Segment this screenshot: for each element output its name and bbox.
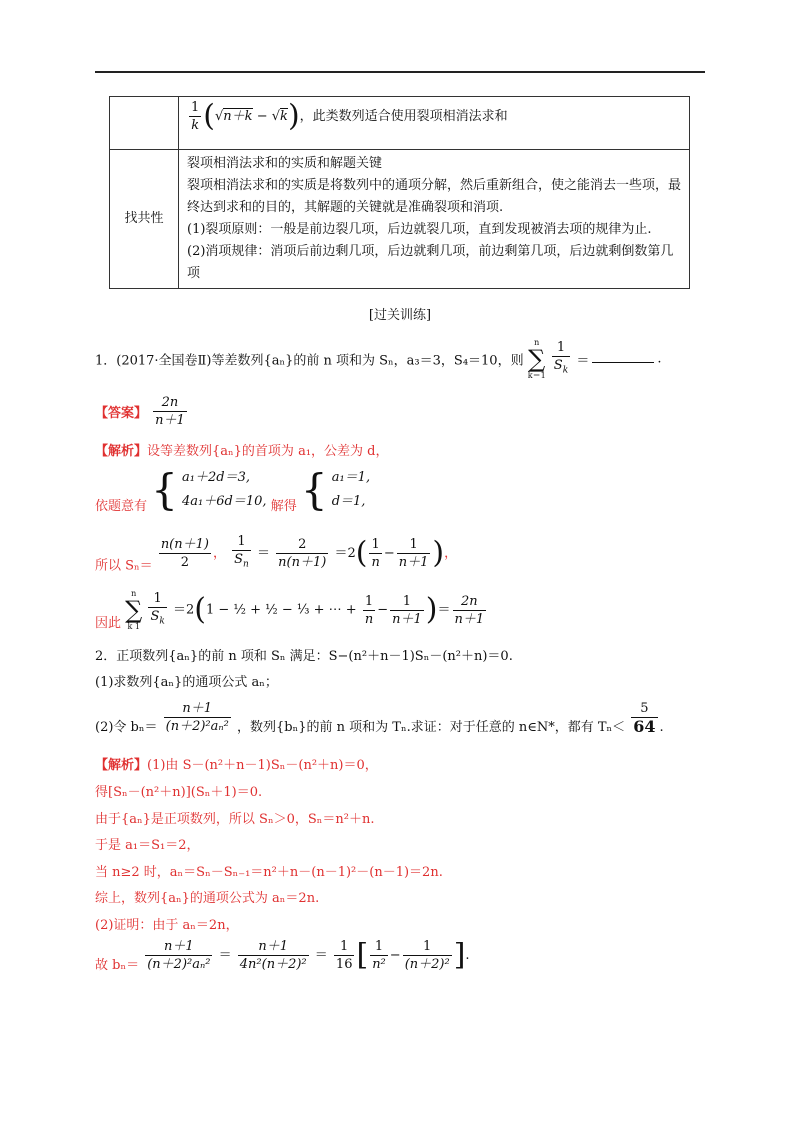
minus: − [377,602,389,618]
label-yiti: 依题意有 [95,499,148,514]
sub: n [243,559,249,570]
den: S [553,357,563,373]
solution-2-line5: 当 n≥2 时，aₙ＝Sₙ－Sₙ₋₁＝n²＋n－(n－1)²－(n－1)＝2n. [95,865,443,880]
num: 1 [397,536,431,554]
num: 1 [370,938,388,956]
num: 2n [153,394,187,412]
sum-bottom: k 1 [127,622,140,631]
equals: ＝ [437,602,451,618]
left-brace: { [300,465,328,514]
fraction-sn [159,536,211,571]
analysis-text: 设等差数列{aₙ}的首项为 a₁，公差为 d， [147,444,389,459]
system-line [95,466,370,514]
num: 2n [453,593,487,611]
period: . [465,948,470,963]
den: 2 [180,554,190,570]
label-suoyi: 所以 Sₙ＝ [95,558,153,574]
row2-title: 裂项相消法求和的实质和解题关键 [187,156,383,171]
solution-2-line2: 得[Sₙ－(n²＋n)](Sₙ＋1)＝0. [95,785,263,800]
system-equations [182,466,267,514]
fraction-1-over-Sk [148,590,166,631]
den: n＋1 [392,611,422,627]
den: (n＋2)² [404,957,450,972]
eq-1: a₁＋2d＝3, [182,470,250,485]
fraction-result [453,593,487,628]
fraction-1-over-n [369,536,381,571]
num: 1 [334,938,355,956]
part2-mid: ，数列{bₙ}的前 n 项和为 Tₙ.求证：对于任意的 n∈N*，都有 Tₙ＜ [237,720,626,735]
num: 2 [276,536,328,554]
method-table [109,96,690,289]
sqrt-k: k [280,109,288,124]
section-caption: [过关训练] [368,308,432,323]
fraction-5-over-64 [631,700,657,735]
num: n(n＋1) [160,536,209,552]
fraction-1-over-n2 [370,938,388,973]
bracket: [ [356,937,369,973]
num: 1 [403,938,452,956]
q1-equals: ＝ [576,353,590,369]
fraction-1-over-16 [334,938,355,973]
num: 1 [390,593,424,611]
analysis-label: 【解析】 [95,758,148,773]
sqrt-n-plus-k: n＋k [223,109,253,124]
num: 1 [148,590,166,608]
den: k [191,118,200,133]
bn-formula-line [95,938,470,973]
row2-paragraph-3: (2)消项规律：消项后前边剩几项，后边就剩几项，前边剩第几项，后边就剩倒数第几项 [187,244,674,281]
label-bn: 故 bₙ＝ [95,958,140,973]
answer-blank [592,350,654,363]
fraction-bn [164,700,231,735]
equals: ＝ [314,948,328,963]
q1-stem: 1．(2017·全国卷Ⅱ)等差数列{aₙ}的前 n 项和为 Sₙ，a₃＝3，S₄＝10，则 [95,353,524,369]
sum-result-line [95,589,488,631]
solution-2-line6: 综上，数列{aₙ}的通项公式为 aₙ＝2n. [95,891,320,906]
sqrt-symbol: √ [271,109,281,124]
paren: ( [194,592,206,627]
den: n² [372,957,386,972]
fraction-1-over-n [363,593,375,628]
label-yinci: 因此 [95,616,122,631]
fraction-bn [145,938,212,973]
paren: ( [203,98,215,134]
num: 5 [631,700,657,718]
fraction-1-over-Sk [552,339,570,380]
num: 1 [369,536,381,554]
solution-2-line1 [95,754,378,773]
table-cell-content [179,150,690,289]
den: 64 [633,717,656,736]
sol-1: a₁＝1, [331,470,371,485]
q1-period: . [657,351,662,367]
equals: ＝ [256,545,270,561]
comma: ， [444,545,458,561]
analysis-line [95,440,388,459]
solution-2-line7: (2)证明：由于 aₙ＝2n， [95,918,239,933]
table-label-empty [110,97,179,150]
fraction-2-over-nn1 [276,536,328,571]
comma: ， [212,545,226,561]
fraction-bn-2 [238,938,309,973]
den: S [234,552,244,567]
minus: − [383,545,395,561]
equals: ＝ [172,602,186,618]
label-jiede: 解得 [270,499,297,514]
fraction-1-over-n2-sq [403,938,452,973]
sub: k [159,616,165,627]
question-2-part2 [95,700,664,735]
minus: − [389,948,401,963]
den: 16 [335,957,353,972]
paren: ( [355,535,368,571]
fraction-1-over-n1 [390,593,424,628]
question-1 [95,338,661,380]
paren: ) [287,98,300,134]
coef: 2 [347,545,356,561]
equals: ＝ [334,545,348,561]
den: n [364,611,374,627]
sigma: ∑ [528,345,546,373]
sol-line: (1)由 S－(n²＋n－1)Sₙ－(n²＋n)＝0， [147,758,378,773]
sigma: ∑ [125,596,143,624]
sum-symbol [125,589,142,631]
fraction-1-over-Sn [232,533,251,574]
sum-top: n [534,338,540,347]
table-cell-formula [179,97,690,150]
den: n＋1 [398,554,429,570]
eq-2: 4a₁＋6d＝10, [182,494,267,509]
num: n＋1 [238,938,309,956]
bracket: ] [453,937,466,973]
answer-label: 【答案】 [95,406,148,421]
den: n＋1 [454,611,485,627]
sqrt-symbol: √ [215,109,224,124]
answer-line [95,394,189,429]
den: S [150,608,160,624]
solution [332,466,370,514]
num: 1 [363,593,375,611]
den: n [371,554,380,570]
equals: ＝ [218,948,232,963]
den: (n＋2)²aₙ² [165,719,229,734]
solution-2-line3: 由于{aₙ}是正项数列，所以 Sₙ＞0，Sₙ＝n²＋n. [95,812,375,827]
sub: k [562,365,569,376]
sum-bottom: k＝1 [527,371,546,380]
den: n＋1 [155,413,185,428]
fraction-1-over-n1 [397,536,431,571]
paren: ) [425,592,438,627]
den: n(n＋1) [278,554,327,570]
paren: ) [432,535,445,571]
num: n＋1 [164,700,231,718]
num: n＋1 [145,938,212,956]
table-row [110,150,690,289]
question-2-stem: 2．正项数列{aₙ}的前 n 项和 Sₙ 满足：S−(n²＋n－1)Sₙ－(n²＋n)＝0. [95,649,513,664]
sum-top: n [131,589,137,598]
header-rule [95,71,705,73]
row-label-find-common: 找共性 [110,150,179,289]
num: 1 [191,100,200,115]
analysis-label: 【解析】 [95,444,148,459]
fraction-1-over-k [189,99,201,134]
part2-end: . [659,720,664,735]
left-brace: { [151,465,178,514]
row2-paragraph-2: (1)裂项原则：一般是前边裂几项，后边就裂几项，直到发现被消去项的规律为止. [187,222,652,237]
question-2-part1: (1)求数列{aₙ}的通项公式 aₙ； [95,675,278,690]
sum-symbol [528,338,546,380]
coef: 2 [185,602,195,618]
part2-lead: (2)令 bₙ＝ [95,720,158,735]
fraction-answer [153,394,187,429]
den: 4n²(n＋2)² [239,957,307,972]
row1-text: ，此类数列适合使用裂项相消法求和 [299,109,508,124]
num: 1 [232,533,251,551]
sol-2: d＝1, [331,494,366,509]
den: (n＋2)²aₙ² [147,957,211,972]
series-terms: 1 − ½ + ½ − ⅓ + ⋯ + [205,602,361,618]
sn-line [95,533,457,574]
minus: − [256,109,268,124]
num: 1 [552,339,570,357]
solution-2-line4: 于是 a₁＝S₁＝2， [95,838,200,853]
table-row [110,97,690,150]
row2-paragraph-1: 裂项相消法求和的实质是将数列中的通项分解，然后重新组合，使之能消去一些项，最终达到求和的目的，其解题的关键就是准确裂项和消项. [187,178,682,215]
